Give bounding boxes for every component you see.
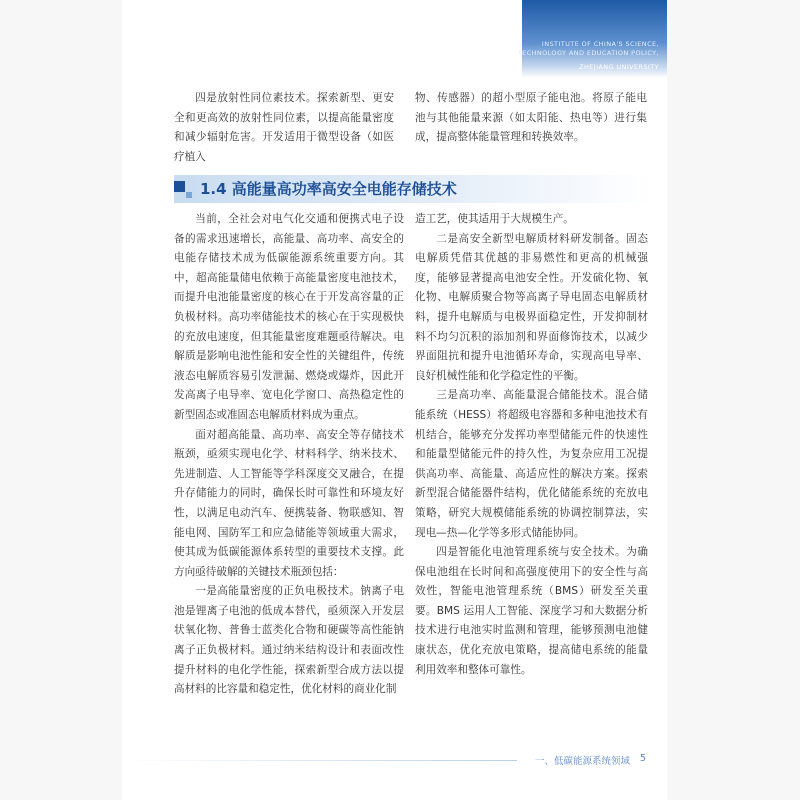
text-line: 和更高效的放射性同位素，以提高能量密度和减: [174, 111, 395, 144]
top-right-paragraph: [415, 89, 647, 148]
text-line: 提高整体能量管理和转换效率。: [436, 131, 585, 144]
text-line: 一是高能量密度的正负电极技术。钠离子电: [195, 585, 404, 598]
text-line: 效性，智能电池管理系统（BMS）研发至关重要。: [415, 585, 648, 617]
paragraph: [415, 230, 648, 387]
text-line: 界面阻抗和提升电池循环寿命，实现高电导率、: [415, 350, 648, 363]
text-line: BMS 运用人工智能、深度学习和大数据分析技术: [415, 604, 649, 637]
text-line: 固态或准固态电解质材料成为重点。: [195, 408, 365, 421]
paragraph: [174, 426, 404, 583]
text-line: 保电池组在长时间和高强度使用下的安全性与高: [415, 565, 648, 578]
page-number: 5: [640, 753, 647, 764]
institution-line: ZHEJIANG UNIVERSITY: [579, 63, 659, 71]
text-line: 状氧化物、普鲁士蓝类化合物和硬碳等高性能钠: [174, 624, 404, 637]
text-line: 机结合，能够充分发挥功率型储能元件的快速性: [415, 428, 648, 441]
text-line: 度，能够显著提高电池安全性。开发硫化物、氧: [415, 271, 648, 284]
text-line: 当前，全社会对电气化交通和便携式电子设: [195, 213, 404, 225]
text-line: 物、传感器）的超小型原子能电池。将原子能电: [415, 92, 647, 104]
text-line: 材料。高功率储能技术的核心在于实现极快的充: [174, 310, 405, 343]
top-left-paragraph: [174, 89, 394, 167]
text-line: 进行电池实时监测和管理，能够预测电池健康状: [415, 624, 649, 657]
text-line: 二是高安全新型电解质材料研发制备。固态: [436, 232, 648, 245]
text-line: 四是放射性同位素技术。探索新型、更安全: [174, 92, 394, 124]
right-column: [415, 210, 648, 680]
text-line: 和能量型储能元件的持久性，为复杂应用工况提: [415, 448, 648, 461]
footer-rule: [122, 760, 517, 761]
header-banner: [517, 0, 667, 78]
text-line: 少辐射危害。开发适用于微型设备（如医疗植入: [174, 131, 395, 163]
text-line: 超高能量储电依赖于高能量密度电池技术，而提: [174, 271, 405, 304]
text-line: 态，优化充放电策略，提高储电系统的能量利用: [415, 644, 649, 676]
institution-line: INSTITUTE OF CHINA'S SCIENCE,: [541, 40, 659, 48]
paragraph: [415, 210, 648, 230]
text-line: 方向亟待破解的关键技术瓶颈包括：: [174, 565, 344, 578]
text-line: 池是锂离子电池的低成本替代，亟须深入开发层: [174, 604, 404, 617]
footer-chapter: 一、低碳能源系统领域: [535, 756, 631, 767]
text-line: 升电池能量密度的核心在于开发高容量的正负极: [174, 291, 405, 323]
text-line: 高材料的比容量和稳定性，优化材料的商业化制: [174, 683, 397, 696]
text-line: 备的需求迅速增长，高能量、高功率、高安全的: [174, 232, 404, 245]
paragraph: [415, 386, 648, 543]
text-line: 供高功率、高能量、高适应性的解决方案。探索: [415, 467, 648, 480]
left-column: [174, 210, 404, 700]
text-line: 面对超高能量、高功率、高安全等存储技术: [195, 428, 404, 441]
heading-marker-square-small: [186, 192, 192, 198]
text-line: 造工艺，使其适用于大规模生产。: [415, 213, 574, 225]
text-line: 电解质凭借其优越的非易燃性和更高的机械强: [415, 252, 648, 265]
text-line: 放电速度，但其能量密度难题亟待解决。电解质: [174, 330, 405, 363]
paragraph: [174, 582, 404, 700]
heading-marker-square: [174, 181, 185, 192]
text-line: 电能存储技术成为低碳能源系统重要方向。其中，: [174, 252, 404, 284]
text-line: 良好机械性能和化学稳定性的平衡。: [415, 369, 585, 382]
text-line: 离子电导率、宽电化学窗口、高热稳定性的新型: [174, 389, 405, 421]
text-line: 池与其他能量来源（如太阳能、热电等）进行集成，: [415, 111, 647, 144]
text-line: 能系统（HESS）将超级电容器和多种电池技术有: [415, 408, 648, 421]
text-line: 离子正负极材料。通过纳米结构设计和表面改性: [174, 644, 404, 657]
text-line: 提升材料的电化学性能，探索新型合成方法以提: [174, 663, 404, 676]
text-line: 策略，研究大规模储能系统的协调控制算法，实: [415, 506, 648, 519]
text-line: 现电—热—化学等多形式储能协同。: [415, 526, 585, 539]
section-heading: 1.4 高能量高功率高安全电能存储技术: [200, 180, 457, 198]
text-line: 是影响电池性能和安全性的关键组件，传统液态: [174, 350, 405, 382]
text-line: 效率和整体可靠性。: [436, 663, 532, 676]
text-line: 三是高功率、高能量混合储能技术。混合储: [436, 389, 648, 402]
text-line: 新型混合储能器件结构，优化储能系统的充放电: [415, 487, 648, 500]
paragraph: [174, 210, 404, 426]
text-line: 性，以满足电动汽车、便携装备、物联感知、智: [174, 506, 404, 519]
document-page: [122, 0, 667, 800]
text-line: 使其成为低碳能源体系转型的重要技术支撑。此: [174, 546, 404, 559]
paragraph: [415, 89, 647, 148]
text-line: 料，提升电解质与电极界面稳定性，开发抑制材: [415, 310, 648, 323]
text-line: 料不均匀沉积的添加剂和界面修饰技术，以减少: [415, 330, 648, 343]
text-line: 瓶颈，亟须实现电化学、材料科学、纳米技术、: [174, 448, 404, 461]
text-line: 化物、电解质聚合物等高离子导电固态电解质材: [415, 291, 648, 304]
text-line: 四是智能化电池管理系统与安全技术。为确: [436, 546, 648, 559]
text-line: 能电网、国防军工和应急储能等领域重大需求，: [174, 526, 404, 539]
text-line: 先进制造、人工智能等学科深度交叉融合，在提: [174, 467, 404, 480]
text-line: 升存储能力的同时，确保长时可靠性和环境友好: [174, 487, 404, 500]
text-line: 电解质容易引发泄漏、燃烧或爆炸，因此开发高: [174, 369, 405, 402]
institution-line: TECHNOLOGY AND EDUCATION POLICY,: [517, 49, 659, 57]
paragraph: [415, 543, 648, 680]
paragraph: [174, 89, 394, 167]
